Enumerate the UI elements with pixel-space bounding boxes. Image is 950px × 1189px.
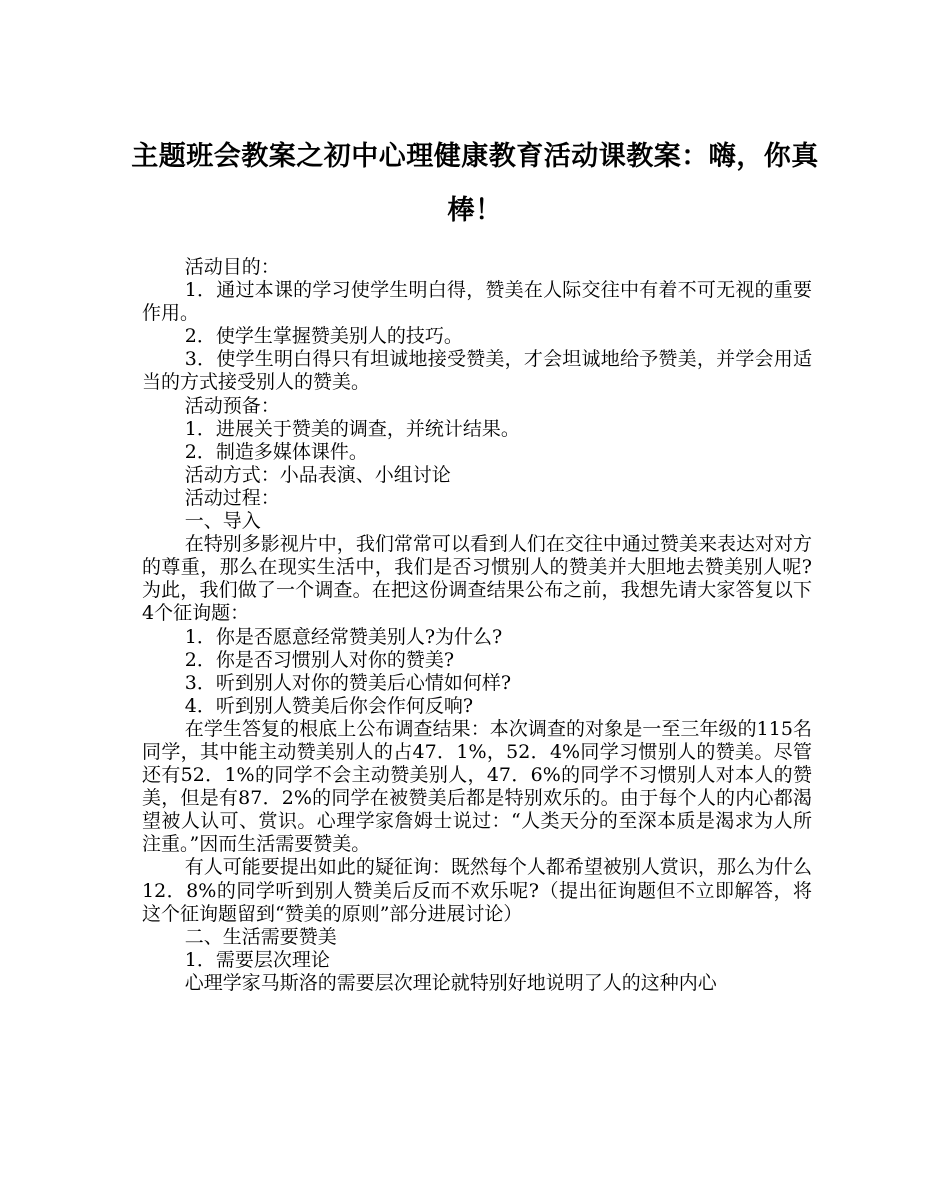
paragraph-activity-goal-heading: 活动目的： xyxy=(184,256,280,278)
paragraph-method: 活动方式：小品表演、小组讨论 xyxy=(184,463,451,486)
section-heading-life-needs-praise: 二、生活需要赞美 xyxy=(184,925,337,948)
question-2: 2．你是否习惯别人对你的赞美? xyxy=(184,648,455,671)
paragraph-survey-results: 在学生答复的根底上公布调查结果：本次调查的对象是一至三年级的115名同学，其中能主动赞美别人的占47．1%，52．4%同学习惯别人的赞美。尽管还有52．1%的同学不会主动赞美别人，47．6%的同学不习惯别人对本人的赞美，但是有87．2%的同学在被赞美后都是特别欢乐的。由于每个人的内心都渴望被人认可、赏识。心理学家詹姆士说过：“人类天分的至深本质是渴求为人所注重。”因而生活需要赞美。 xyxy=(142,717,812,856)
paragraph-goal-2: 2．使学生掌握赞美别人的技巧。 xyxy=(184,325,463,348)
subsection-heading-needs-theory: 1．需要层次理论 xyxy=(184,948,330,971)
question-3: 3．听到别人对你的赞美后心情如何样? xyxy=(184,671,512,694)
section-heading-introduction: 一、导入 xyxy=(184,510,261,533)
document-title: 主题班会教案之初中心理健康教育活动课教案：嗨，你真棒！ xyxy=(131,141,819,226)
question-1: 1．你是否愿意经常赞美别人?为什么? xyxy=(184,625,503,648)
paragraph-question-raised: 有人可能要提出如此的疑征询：既然每个人都希望被别人赏识，那么为什么12．8%的同学听到别人赞美后反而不欢乐呢?（提出征询题但不立即解答，将这个征询题留到“赞美的原则”部分进展讨论） xyxy=(142,856,812,925)
paragraph-maslow: 心理学家马斯洛的需要层次理论就特别好地说明了人的这种内心 xyxy=(184,971,717,994)
question-4: 4．听到别人赞美后你会作何反响? xyxy=(184,694,474,717)
document-body xyxy=(142,256,812,995)
paragraph-goal-3: 3．使学生明白得只有坦诚地接受赞美，才会坦诚地给予赞美，并学会用适当的方式接受别人的赞美。 xyxy=(142,348,812,394)
paragraph-preparation-2: 2．制造多媒体课件。 xyxy=(184,440,368,463)
paragraph-preparation-heading: 活动预备： xyxy=(184,394,280,417)
paragraph-process-heading: 活动过程： xyxy=(184,486,280,509)
paragraph-introduction: 在特别多影视片中，我们常常可以看到人们在交往中通过赞美来表达对对方的尊重，那么在现实生活中，我们是否习惯别人的赞美并大胆地去赞美别人呢?为此，我们做了一个调查。在把这份调查结果公布之前，我想先请大家答复以下4个征询题： xyxy=(142,533,812,625)
paragraph-preparation-1: 1．进展关于赞美的调查，并统计结果。 xyxy=(184,417,520,440)
paragraph-goal-1: 1．通过本课的学习使学生明白得，赞美在人际交往中有着不可无视的重要作用。 xyxy=(142,279,812,325)
